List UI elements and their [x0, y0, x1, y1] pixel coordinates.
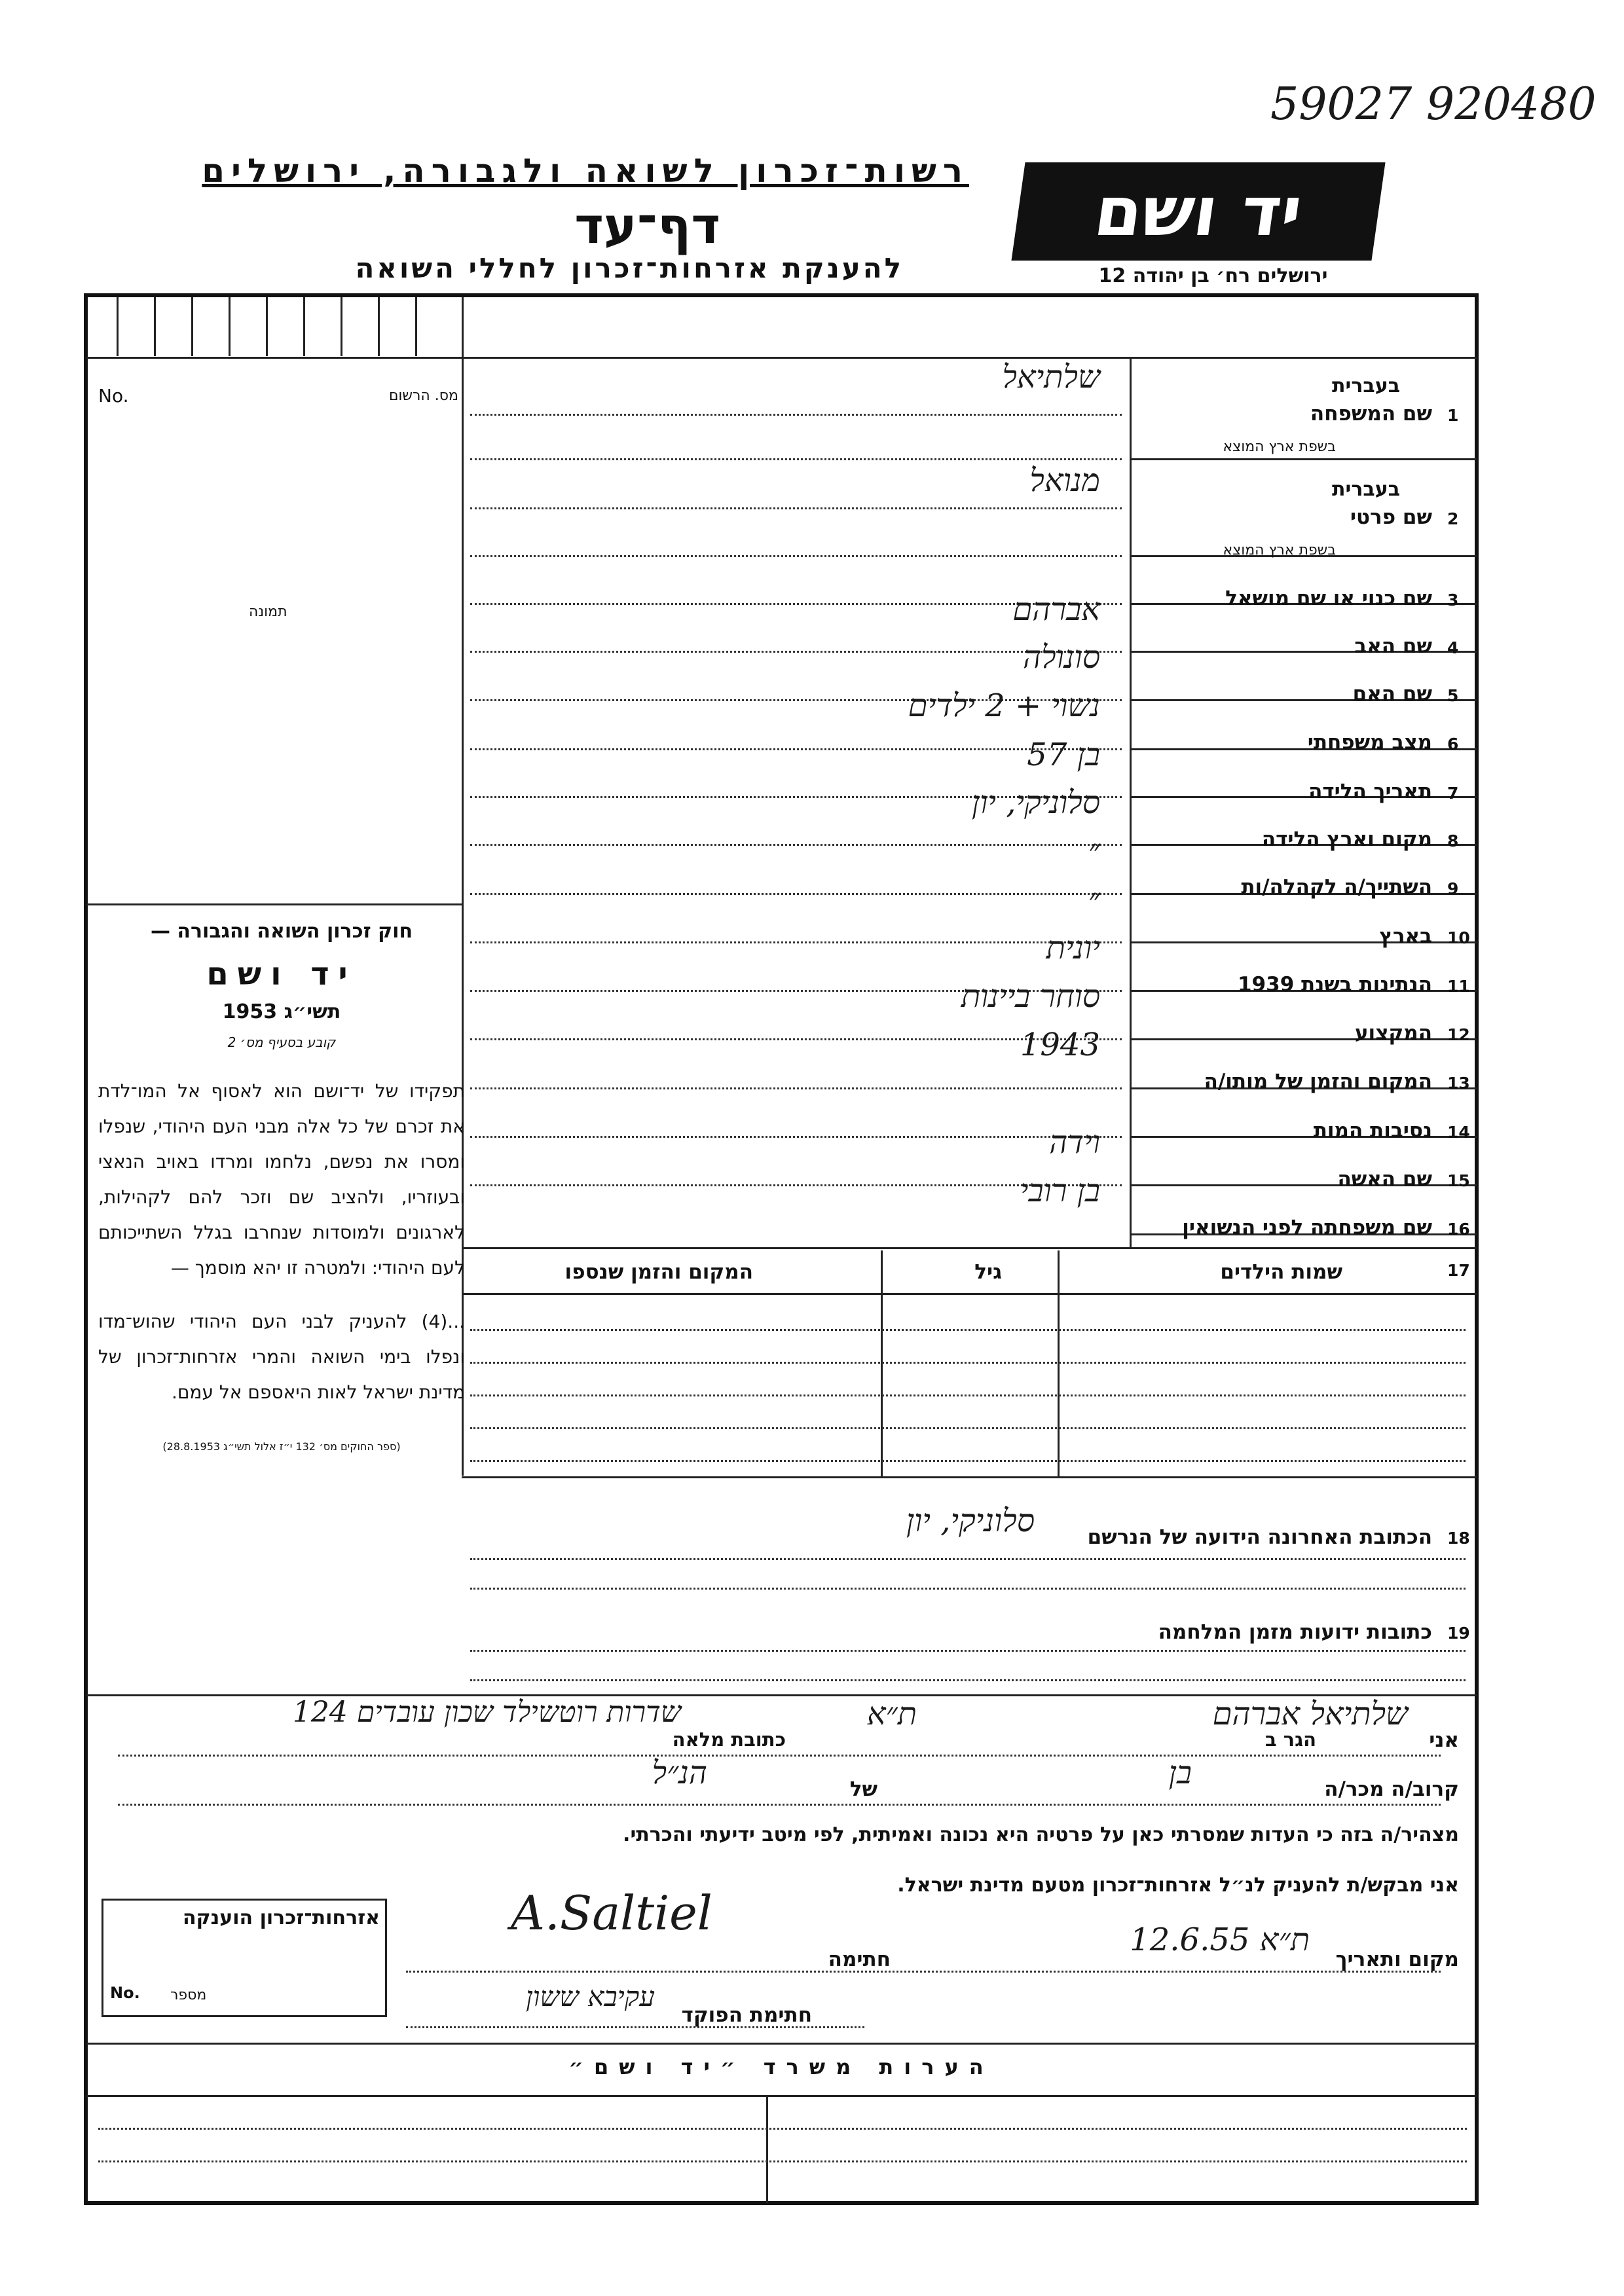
award-box-title: אזרחות־זכרון הוענקה [182, 1906, 380, 1929]
law-title: חוק זכרון השואה והגבורה — [150, 920, 413, 943]
relation-value[interactable]: בן [1168, 1755, 1192, 1791]
field-value[interactable]: ״ [1088, 881, 1100, 918]
field-value[interactable]: בן רובי [1020, 1173, 1100, 1209]
field-number: 4 [1447, 638, 1459, 657]
law-citation: (ספר החוקים מס׳ 132 י״ז אלול תשי״ג 28.8.1953) [162, 1440, 401, 1453]
law-name: יד ושם [206, 956, 357, 993]
resides-in-label: הגר ב [1264, 1728, 1316, 1751]
header-cell-divider [341, 297, 342, 356]
field-number: 3 [1447, 591, 1459, 610]
field-label: שם האשה [1337, 1167, 1432, 1191]
officer-signature-value[interactable]: עקיבא ששון [526, 1980, 655, 2013]
field-label: הנתינות בשנת 1939 [1237, 973, 1432, 996]
children-header-top [462, 1247, 1477, 1249]
header-strip-line [86, 357, 1477, 359]
answer-dotted-line [470, 458, 1122, 460]
award-box-number-label: מספר [170, 1987, 207, 2003]
field-value[interactable]: וידה [1049, 1124, 1100, 1161]
children-header-bottom [462, 1293, 1477, 1295]
relative-dotted-line [118, 1804, 1441, 1806]
officer-signature-label: חתימת הפוקד [681, 2003, 812, 2027]
field-number: 10 [1447, 928, 1470, 947]
field-number: 8 [1447, 831, 1459, 850]
field-label: שם כנוי או שם מושאל [1225, 587, 1432, 610]
field-row-line [1130, 458, 1477, 460]
children-dotted-line [470, 1362, 1466, 1364]
office-notes-header-line [86, 2095, 1477, 2097]
field-value[interactable]: סונולה [1022, 639, 1100, 676]
office-notes-header: הערות משרד ״יד ושם״ [568, 2054, 994, 2079]
office-notes-top-line [86, 2043, 1477, 2045]
children-dotted-line [470, 1427, 1466, 1429]
logo-address: ירושלים רח׳ בן יהודה 12 [1098, 264, 1328, 287]
children-place-header: המקום והזמן שנספו [564, 1260, 753, 1284]
photo-label: תמונה [249, 604, 287, 620]
registration-number-label: מס. הרשום [388, 388, 458, 404]
children-table-number: 17 [1447, 1261, 1470, 1280]
field-value[interactable]: סלוניקי, יון [971, 784, 1100, 821]
children-dotted-line [470, 1394, 1466, 1396]
registration-no-label: No. [98, 385, 129, 407]
children-dotted-line [470, 1329, 1466, 1331]
field-number: 12 [1447, 1025, 1470, 1044]
full-address-label: כתובת מלאה [672, 1728, 786, 1751]
place-date-dotted-line [406, 1971, 1441, 1973]
field-label: מקום וארץ הלידה [1261, 828, 1432, 851]
field-label: שם האב [1354, 634, 1432, 658]
field-number: 1 [1447, 406, 1459, 425]
field-sublabel-origin: בשפת ארץ המוצא [1223, 439, 1336, 455]
field-label: בארץ [1379, 924, 1432, 948]
relative-label: קרוב/ה מכר/ה [1324, 1777, 1459, 1801]
last-address-number: 18 [1447, 1529, 1470, 1548]
answer-dotted-line [470, 748, 1122, 750]
field-label: המקום והזמן של מותו/ה [1204, 1070, 1432, 1093]
field-label: שם משפחתה לפני הנשואין [1182, 1216, 1432, 1239]
field-number: 2 [1447, 509, 1459, 528]
field-label: שם המשפחה [1310, 402, 1432, 426]
law-year: תשי״ג 1953 [222, 1000, 341, 1023]
answer-dotted-line [470, 414, 1122, 416]
field-sublabel-hebrew: בעברית [1332, 478, 1400, 501]
field-label: מצב משפחתי [1307, 731, 1432, 754]
field-number: 7 [1447, 784, 1459, 803]
header-cell-divider [266, 297, 268, 356]
war-address-number: 19 [1447, 1624, 1470, 1643]
addresses-top-line [462, 1476, 1477, 1478]
answer-dotted-line [470, 844, 1122, 846]
field-value[interactable]: בן 57 [1027, 737, 1100, 773]
header-cell-divider [154, 297, 156, 356]
field-value[interactable]: יונית [1046, 930, 1100, 966]
office-notes-dotted-line [98, 2160, 1467, 2162]
place-date-value[interactable]: ת״א 12.6.55 [1130, 1922, 1310, 1958]
address-dotted-line [470, 1679, 1466, 1681]
field-value[interactable]: ״ [1088, 832, 1100, 869]
field-value[interactable]: אברהם [1012, 591, 1100, 628]
logo-text: יד ושם [1089, 172, 1308, 251]
declaration-text: מצהיר/ה בזה כי העדות שמסרתי כאן על פרטיה היא נכונה ואמיתית, לפי מיטב ידיעתי והכרתי. [623, 1823, 1459, 1846]
last-address-value[interactable]: סלוניקי, יון [906, 1503, 1035, 1539]
answer-dotted-line [470, 507, 1122, 509]
field-number: 16 [1447, 1220, 1470, 1239]
children-age-header: גיל [974, 1260, 1002, 1284]
header-cell-divider [378, 297, 380, 356]
photo-area-bottom-line [86, 903, 462, 905]
declarant-full-address-value[interactable]: שדרות רוטשילד שכון עובדים 124 [292, 1696, 681, 1729]
law-text [98, 1074, 465, 1455]
serial-number: 59027 920480 [1270, 79, 1596, 130]
address-dotted-line [470, 1588, 1466, 1590]
war-address-label: כתובות ידועות מזמן המלחמה [1158, 1620, 1432, 1644]
field-number: 15 [1447, 1171, 1470, 1190]
signature-label: חתימה [828, 1948, 891, 1971]
office-notes-dotted-line [98, 2128, 1467, 2130]
award-box-no-label: No. [110, 1984, 140, 2002]
header-cell-divider [303, 297, 305, 356]
fields-column-divider [1130, 357, 1132, 1247]
request-text: אני מבקש/ת להעניק לנ״ל אזרחות־זכרון מטעם מדינת ישראל. [897, 1874, 1459, 1897]
answer-dotted-line [470, 1136, 1122, 1138]
field-value[interactable]: 1943 [1020, 1027, 1100, 1063]
field-sublabel-hebrew: בעברית [1332, 374, 1400, 397]
field-number: 9 [1447, 879, 1459, 898]
field-label: שם פרטי [1350, 505, 1432, 529]
declarant-dotted-line [118, 1755, 1441, 1757]
office-notes-divider [766, 2095, 768, 2203]
answer-dotted-line [470, 1087, 1122, 1089]
organization-name: רשות־זכרון לשואה ולגבורה, ירושלים [202, 152, 969, 190]
field-label: השתייך/ה לקהלה/ות [1241, 875, 1432, 899]
field-label: המקצוע [1354, 1021, 1432, 1045]
field-value[interactable]: שלתיאל [1002, 359, 1100, 395]
field-number: 11 [1447, 977, 1470, 996]
header-cell-divider [229, 297, 231, 356]
place-date-label: מקום ותאריך [1335, 1948, 1459, 1971]
declarant-city-value[interactable]: ת״א [866, 1696, 917, 1732]
field-number: 6 [1447, 735, 1459, 754]
form-subtitle: להענקת אזרחות־זכרון לחללי השואה [355, 252, 904, 284]
field-value[interactable]: נשוי + 2 ילדים [908, 687, 1100, 724]
children-names-header: שמות הילדים [1220, 1260, 1342, 1284]
address-dotted-line [470, 1650, 1466, 1652]
signature-value[interactable]: A.Saltiel [511, 1886, 712, 1941]
of-label: של [849, 1777, 877, 1801]
field-label: שם האם [1352, 682, 1432, 706]
law-clause: קובע בסעיף מס׳ 2 [227, 1034, 336, 1050]
field-label: נסיבות המות [1313, 1119, 1432, 1142]
field-number: 14 [1447, 1123, 1470, 1142]
field-sublabel-origin: בשפת ארץ המוצא [1223, 542, 1336, 558]
field-value[interactable]: סוחר ביינות [961, 978, 1100, 1015]
form-title: דף־עד [574, 196, 720, 255]
of-value[interactable]: הנ״ל [652, 1755, 707, 1791]
answer-dotted-line [470, 555, 1122, 557]
declarant-name-value[interactable]: שלתיאל אברהם [1212, 1696, 1408, 1732]
address-dotted-line [470, 1558, 1466, 1560]
header-cell-divider [191, 297, 193, 356]
law-text-paragraph-2: ...(4) להעניק לבני העם היהודי שהוש־מדו ונפלו בימי השואה והמרי אזרחות־זכרון של מדינת ישראל לאות היאספם אל עמם. [98, 1311, 465, 1403]
field-label: תאריך הלידה [1308, 780, 1432, 803]
answer-dotted-line [470, 941, 1122, 943]
field-number: 5 [1447, 686, 1459, 705]
field-number: 13 [1447, 1074, 1470, 1093]
field-value[interactable]: מנואל [1029, 462, 1100, 499]
answer-dotted-line [470, 893, 1122, 895]
yad-vashem-logo [1011, 162, 1385, 261]
law-text-paragraph-1: תפקידו של יד־ושם הוא לאסוף אל המו־לדת את זכרם של כל אלה מבני העם היהודי, שנפלו ומסרו את נפשם, נלחמו ומרדו באויב הנאצי ובעוזריו, ולהציב שם וזכר להם לקהילות, לארגונים ולמוסדות שנחרבו בגלל השתייכותם לעם היהודי: ולמטרה זו יהא מוסמך — [98, 1080, 465, 1279]
children-dotted-line [470, 1460, 1466, 1462]
header-cell-divider [117, 297, 119, 356]
declarant-label: אני [1429, 1728, 1459, 1752]
last-address-label: הכתובת האחרונה הידועה של הנרשם [1087, 1525, 1432, 1549]
header-cell-divider [415, 297, 417, 356]
